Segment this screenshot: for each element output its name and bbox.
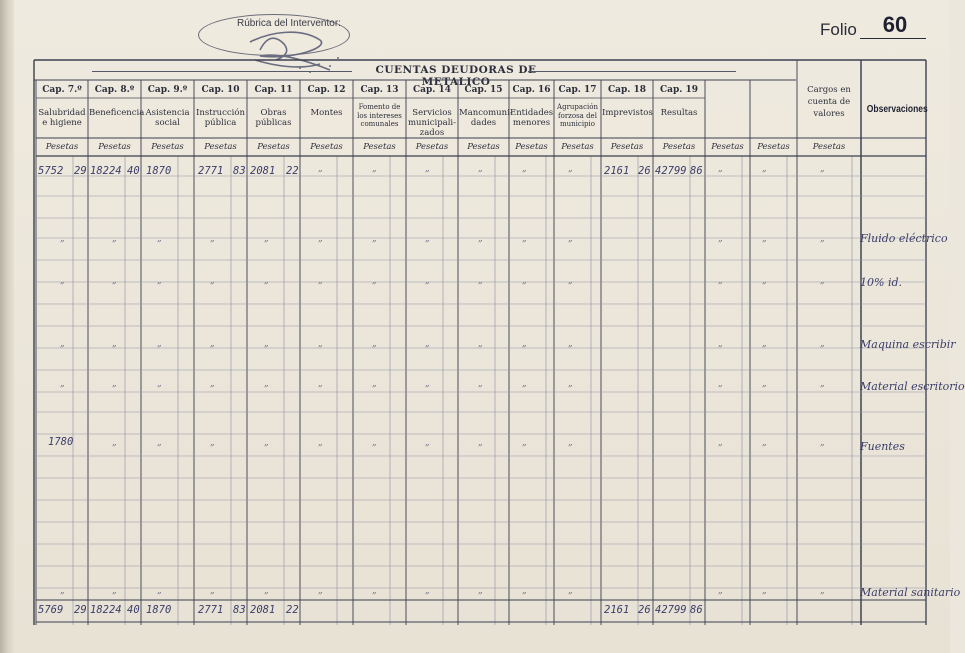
column-cap-label: Cap. 11 (254, 85, 293, 95)
ditto-mark: „ (568, 164, 573, 174)
ditto-mark: „ (112, 438, 117, 448)
currency-label: Pesetas (515, 142, 548, 152)
ditto-mark: „ (112, 379, 117, 389)
ditto-mark: „ (210, 276, 215, 286)
column-cap-label: Cap. 9.º (147, 85, 188, 95)
ditto-mark: „ (522, 276, 527, 286)
ditto-mark: „ (372, 164, 377, 174)
total-amount: 26 (638, 604, 651, 616)
currency-label: Pesetas (257, 142, 290, 152)
ditto-mark: „ (568, 586, 573, 596)
ditto-mark: „ (568, 339, 573, 349)
ditto-mark: „ (522, 339, 527, 349)
ditto-mark: „ (264, 379, 269, 389)
ditto-mark: „ (372, 586, 377, 596)
currency-label: Pesetas (45, 142, 79, 152)
ditto-mark: „ (762, 164, 767, 174)
ditto-mark: „ (425, 339, 430, 349)
ditto-mark: „ (157, 234, 162, 244)
ditto-mark: „ (264, 586, 269, 596)
ditto-mark: „ (718, 164, 723, 174)
ditto-mark: „ (210, 234, 215, 244)
ditto-mark: „ (762, 438, 767, 448)
ditto-mark: „ (820, 438, 825, 448)
ditto-mark: „ (112, 339, 117, 349)
ledger-amount: 5752 (38, 165, 64, 177)
observation-note: Fuentes (860, 440, 905, 453)
ditto-mark: „ (820, 234, 825, 244)
column-cap-label: Cap. 13 (360, 85, 399, 95)
currency-label: Pesetas (711, 142, 744, 152)
currency-label: Pesetas (415, 142, 449, 152)
ditto-mark: „ (264, 438, 269, 448)
total-amount: 42799 (655, 604, 687, 616)
ledger-amount: 18224 (90, 165, 122, 177)
ditto-mark: „ (820, 276, 825, 286)
ditto-mark: „ (318, 164, 323, 174)
column-description: Obras públicas (255, 108, 292, 128)
ditto-mark: „ (568, 379, 573, 389)
currency-label: Pesetas (662, 142, 696, 152)
column-cap-label: Cap. 18 (607, 85, 647, 95)
ditto-mark: „ (718, 234, 723, 244)
observation-note: Fluido eléctrico (860, 232, 948, 245)
ditto-mark: „ (478, 379, 483, 389)
ditto-mark: „ (522, 586, 527, 596)
ditto-mark: „ (820, 164, 825, 174)
ledger-amount: 83 (233, 165, 246, 177)
column-description: Montes (310, 108, 343, 118)
currency-label: Pesetas (812, 142, 846, 152)
ledger-amount: 86 (690, 165, 703, 177)
column-description: Asistencia social (145, 108, 190, 128)
ditto-mark: „ (718, 438, 723, 448)
ditto-mark: „ (372, 339, 377, 349)
ditto-mark: „ (478, 164, 483, 174)
column-cap-label: Cap. 8.º (94, 85, 135, 95)
ditto-mark: „ (425, 379, 430, 389)
column-cap-label: Cap. 16 (512, 85, 551, 95)
ledger-amount: 2161 (604, 165, 630, 177)
ditto-mark: „ (478, 276, 483, 286)
column-description: Agrupación forzosa del municipio (557, 103, 598, 128)
ditto-mark: „ (210, 586, 215, 596)
ledger-amount: 42799 (655, 165, 687, 177)
ditto-mark: „ (157, 438, 162, 448)
cargos-header: Cargos en cuenta de valores (807, 85, 851, 119)
ditto-mark: „ (372, 234, 377, 244)
observaciones-header: Observaciones (866, 104, 928, 115)
folio-number: 60 (882, 12, 908, 37)
column-description: Entidades menores (510, 108, 554, 128)
ditto-mark: „ (318, 379, 323, 389)
ditto-mark: „ (157, 586, 162, 596)
column-description: Mancomuni-dades (459, 108, 513, 128)
ditto-mark: „ (210, 339, 215, 349)
observation-note: 10% id. (860, 276, 903, 289)
ditto-mark: „ (372, 379, 377, 389)
ditto-mark: „ (820, 586, 825, 596)
ditto-mark: „ (372, 276, 377, 286)
ditto-mark: „ (264, 339, 269, 349)
ditto-mark: „ (264, 234, 269, 244)
ditto-mark: „ (60, 379, 65, 389)
ditto-mark: „ (112, 234, 117, 244)
stamp-label: Rúbrica del Interventor: (237, 18, 341, 29)
ditto-mark: „ (478, 438, 483, 448)
ditto-mark: „ (478, 339, 483, 349)
folio-label: Folio (820, 20, 857, 39)
currency-label: Pesetas (151, 142, 184, 152)
ditto-mark: „ (425, 438, 430, 448)
ditto-mark: „ (425, 276, 430, 286)
ditto-mark: „ (478, 234, 483, 244)
ditto-mark: „ (60, 339, 65, 349)
ditto-mark: „ (425, 586, 430, 596)
currency-label: Pesetas (204, 142, 237, 152)
total-amount: 2771 (198, 604, 224, 616)
column-cap-label: Cap. 7.º (42, 85, 82, 95)
currency-label: Pesetas (561, 142, 594, 152)
currency-label: Pesetas (610, 142, 644, 152)
ditto-mark: „ (425, 164, 430, 174)
ditto-mark: „ (718, 586, 723, 596)
ditto-mark: „ (112, 276, 117, 286)
ditto-mark: „ (372, 438, 377, 448)
column-cap-label: Cap. 15 (464, 85, 503, 95)
observation-note: Maquina escribir (860, 338, 956, 351)
ditto-mark: „ (762, 586, 767, 596)
ditto-mark: „ (820, 379, 825, 389)
ditto-mark: „ (60, 276, 65, 286)
ditto-mark: „ (318, 276, 323, 286)
ditto-mark: „ (718, 379, 723, 389)
ditto-mark: „ (762, 234, 767, 244)
total-amount: 29 (74, 604, 87, 616)
ditto-mark: „ (425, 234, 430, 244)
currency-label: Pesetas (363, 142, 396, 152)
ledger-amount: 2771 (198, 165, 224, 177)
total-amount: 86 (690, 604, 703, 616)
ditto-mark: „ (157, 379, 162, 389)
ditto-mark: „ (157, 276, 162, 286)
ledger-amount: 22 (286, 165, 299, 177)
ditto-mark: „ (318, 339, 323, 349)
ditto-mark: „ (762, 339, 767, 349)
currency-label: Pesetas (757, 142, 790, 152)
ditto-mark: „ (522, 379, 527, 389)
ditto-mark: „ (157, 339, 162, 349)
ditto-mark: „ (522, 234, 527, 244)
ledger-amount: 1780 (48, 436, 74, 448)
column-cap-label: Cap. 19 (659, 85, 699, 95)
ditto-mark: „ (60, 234, 65, 244)
ledger-amount: 29 (74, 165, 87, 177)
ledger-amount: 40 (127, 165, 140, 177)
currency-label: Pesetas (310, 142, 343, 152)
column-description: Servicios municipali-zados (407, 108, 457, 138)
column-cap-label: Cap. 12 (307, 85, 346, 95)
ditto-mark: „ (318, 438, 323, 448)
total-amount: 40 (127, 604, 140, 616)
ditto-mark: „ (522, 164, 527, 174)
ledger-amount: 2081 (250, 165, 276, 177)
ditto-mark: „ (568, 276, 573, 286)
total-amount: 22 (286, 604, 299, 616)
section-title: CUENTAS DEUDORAS DE METALICO (375, 64, 537, 88)
ditto-mark: „ (210, 438, 215, 448)
ditto-mark: „ (522, 438, 527, 448)
ditto-mark: „ (478, 586, 483, 596)
ditto-mark: „ (718, 276, 723, 286)
total-amount: 5769 (38, 604, 64, 616)
total-amount: 1870 (146, 604, 172, 616)
ditto-mark: „ (718, 339, 723, 349)
total-amount: 2161 (604, 604, 630, 616)
ditto-mark: „ (112, 586, 117, 596)
currency-label: Pesetas (98, 142, 131, 152)
column-cap-label: Cap. 10 (201, 85, 240, 95)
total-amount: 18224 (90, 604, 122, 616)
column-cap-label: Cap. 14 (412, 85, 452, 95)
ledger-amount: 1870 (146, 165, 172, 177)
ditto-mark: „ (762, 379, 767, 389)
column-description: Salubridad e higiene (38, 108, 86, 128)
ditto-mark: „ (210, 379, 215, 389)
ditto-mark: „ (264, 276, 269, 286)
currency-label: Pesetas (467, 142, 500, 152)
column-description: Fomento de los intereses comunales (357, 103, 402, 128)
ditto-mark: „ (60, 586, 65, 596)
ditto-mark: „ (762, 276, 767, 286)
ditto-mark: „ (568, 438, 573, 448)
column-description: Instrucción pública (196, 108, 245, 128)
ditto-mark: „ (568, 234, 573, 244)
ditto-mark: „ (318, 586, 323, 596)
observation-note: Material sanitario (860, 586, 961, 599)
ditto-mark: „ (820, 339, 825, 349)
observation-note: Material escritorio (860, 380, 965, 393)
total-amount: 2081 (250, 604, 276, 616)
ledger-amount: 26 (638, 165, 651, 177)
total-amount: 83 (233, 604, 246, 616)
ditto-mark: „ (318, 234, 323, 244)
column-description: Beneficencia (89, 108, 145, 118)
column-description: Resultas (660, 108, 698, 118)
column-description: Imprevistos (602, 108, 653, 118)
column-cap-label: Cap. 17 (558, 85, 597, 95)
